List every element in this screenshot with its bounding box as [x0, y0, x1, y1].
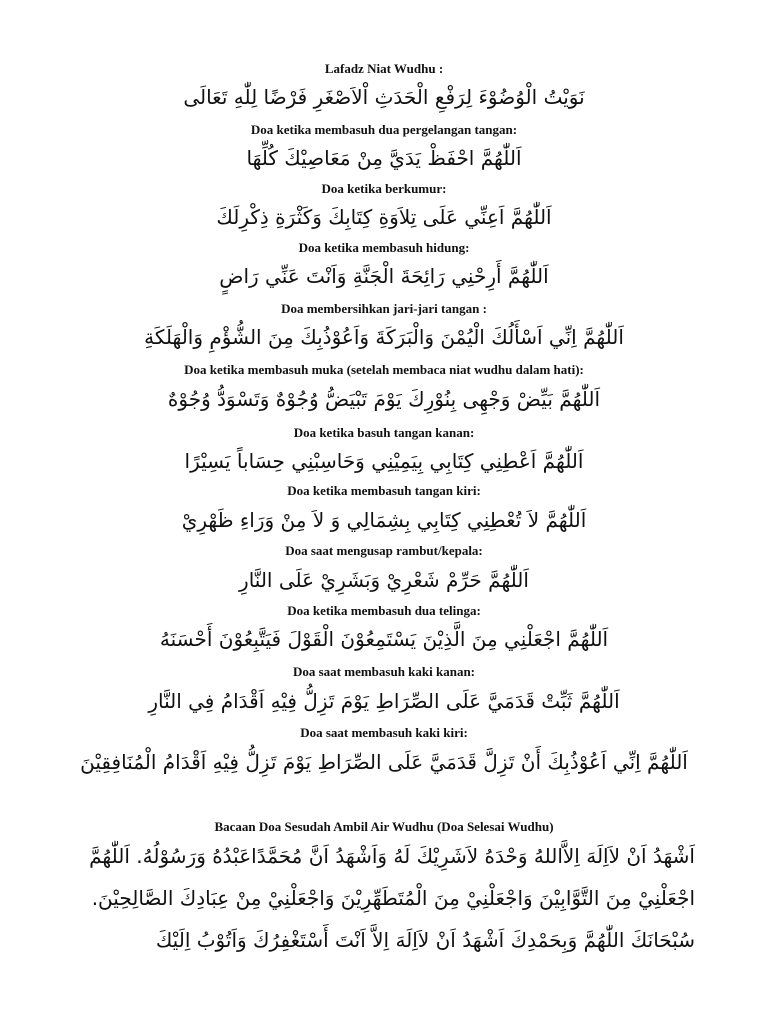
section-label: Doa saat mengusap rambut/kepala:	[285, 543, 483, 558]
section-label: Doa saat membasuh kaki kiri:	[300, 725, 468, 740]
section-label: Lafadz Niat Wudhu :	[324, 61, 444, 76]
arabic-prayer: اَللّٰهُمَّ اَعِنِّي عَلَى تِلاَوَةِ كِتَابِكَ وَكَثْرَةِ ذِكْرِلَكَ	[216, 205, 552, 229]
arabic-prayer: اَللّٰهُمَّ أَرِحْنِي رَائِحَةَ الْجَنَّةِ وَاَنْتَ عَنِّي رَاضٍ	[219, 264, 549, 288]
section-label: Doa ketika membasuh dua pergelangan tangan:	[250, 122, 518, 137]
section-label: Doa ketika membasuh dua telinga:	[287, 603, 481, 618]
arabic-prayer: اَللّٰهُمَّ اجْعَلْنِي مِنَ الَّذِيْنَ يَسْتَمِعُوْنَ الْقَوْلَ فَيَتَّبِعُوْنَ أَحْسَنَهُ	[159, 627, 609, 651]
arabic-prayer: اَللّٰهُمَّ بَيِّضْ وَجْهِى بِنُوْرِكَ يَوْمَ تَبْيَضُّ وُجُوْهٌ وَتَسْوَدُّ وُجُوْهٌ	[167, 387, 601, 411]
closing-prayer-line: اَشْهَدُ اَنْ لاَاِلَهَ اِلاَّاللهُ وَحْدَهُ لاَشَرِيْكَ لَهُ وَاَشْهَدُ اَنَّ مُحَمَّدًاعَبْدُهُ وَرَسُوْلُهُ. اَللّٰهُمَّ	[89, 844, 695, 868]
section-label: Doa ketika berkumur:	[321, 181, 447, 196]
section-label: Doa ketika membasuh tangan kiri:	[287, 483, 481, 498]
section-label: Doa ketika membasuh hidung:	[298, 240, 470, 255]
arabic-prayer: اَللّٰهُمَّ احْفَظْ يَدَيَّ مِنْ مَعَاصِيْكَ كُلِّهَا	[246, 146, 522, 170]
section-label: Doa saat membasuh kaki kanan:	[292, 664, 476, 679]
section-label: Doa membersihkan jari-jari tangan :	[281, 301, 487, 316]
arabic-prayer: اَللّٰهُمَّ لاَ تُعْطِنِي كِتَابِي بِشِمَالِي وَ لاَ مِنْ وَرَاءِ ظَهْرِيْ	[181, 508, 587, 532]
arabic-prayer: اَللّٰهُمَّ حَرِّمْ شَعْرِيْ وَبَشَرِيْ عَلَى النَّارِ	[239, 568, 529, 592]
arabic-prayer: اَللّٰهُمَّ اَعْطِنِي كِتَابِي بِيَمِيْنِي وَحَاسِبْنِي حِسَاباً يَسِيْرًا	[184, 449, 584, 473]
arabic-prayer: اَللّٰهُمَّ اِنِّي اَسْأَلُكَ الْيُمْنَ وَالْبَرَكَةَ وَاَعُوْذُبِكَ مِنَ الشُّؤْمِ وَالْهَلَكَةِ	[144, 325, 624, 349]
section-label: Doa ketika membasuh muka (setelah membaca niat wudhu dalam hati):	[184, 362, 584, 377]
arabic-prayer: نَوَيْتُ الْوُضُوْءَ لِرَفْعِ الْحَدَثِ اْلاَصْغَرِ فَرْضًا لِلّٰهِ تَعَالَى	[183, 85, 585, 109]
closing-prayer-line: اجْعَلْنِيْ مِنَ التَّوَّابِيْنَ وَاجْعَلْنِيْ مِنَ الْمُتَطَهِّرِيْنَ وَاجْعَلْنِيْ مِنْ عِبَادِكَ الصَّالِحِيْنَ.	[91, 886, 695, 910]
section-label: Doa ketika basuh tangan kanan:	[293, 425, 475, 440]
arabic-prayer: اَللّٰهُمَّ اِنِّي اَعُوْذُبِكَ أَنْ تَزِلَّ قَدَمَيَّ عَلَى الصِّرَاطِ يَوْمَ تَزِلُّ فِيْهِ اَقْدَامُ الْمُنَافِقِيْنَ	[80, 750, 688, 774]
closing-prayer-title: Bacaan Doa Sesudah Ambil Air Wudhu (Doa Selesai Wudhu)	[214, 819, 554, 834]
closing-prayer-line: سُبْحَانَكَ اللّٰهُمَّ وَبِحَمْدِكَ اَشْهَدُ اَنْ لاَاِلَهَ اِلاَّ اَنْتَ أَسْتَغْفِرُكَ وَاَتُوْبُ اِلَيْكَ	[155, 928, 695, 952]
arabic-prayer: اَللّٰهُمَّ ثَبِّتْ قَدَمَيَّ عَلَى الصِّرَاطِ يَوْمَ تَزِلُّ فِيْهِ اَقْدَامُ فِي النَّارِ	[148, 689, 620, 713]
